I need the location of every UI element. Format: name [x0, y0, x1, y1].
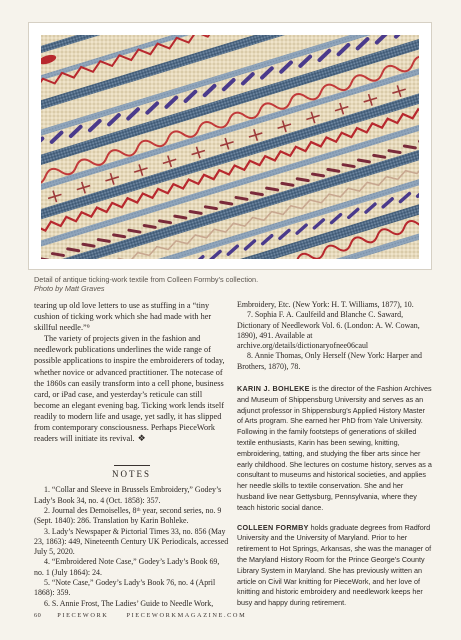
textile-illustration — [41, 35, 419, 259]
figure-frame — [28, 22, 432, 270]
author-bio-text: holds graduate degrees from Radford University and the University of Maryland. Prior to her retirement to Hot Springs, Arkansas, she was the manager of the Maryland History Room for the Prince George’s County Library System in Maryland. She has previously written an article on Civil War knitting for PieceWork, and her love of knitting and historic embroidery and needlework keeps her busy and happy during retirement. — [237, 522, 432, 608]
notes-divider — [114, 465, 150, 466]
body-paragraph-text: The variety of projects given in the fashion and needlework publications underlines the wide range of possible applications to inspire the embroiderers of today, whether novice or advanced practitioner. The notecase of the 1860s can easily transform into a cell phone, business card, or iPad case, and yesterday’s reticule can still become an elegant evening bag. Ticking work lends itself readily to modern life and usage, yet sadly, it has slipped from contemporary consciousness. Perhaps PieceWork readers will initiate its revival. — [34, 334, 225, 444]
body-paragraph — [34, 333, 229, 444]
note-item: 7. Sophia F. A. Caulfeild and Blanche C. Saward, Dictionary of Needlework Vol. 6. (London: A. W. Cowan, 1890), 491. Available at archive.org/details/dictionaryofnee06caul — [237, 310, 420, 351]
page-footer — [34, 612, 434, 619]
end-mark-icon: ❖ — [137, 433, 146, 444]
magazine-name: PIECEWORK — [57, 612, 109, 619]
ticking-textile-photo — [41, 35, 419, 259]
author-name: COLLEEN FORMBY — [237, 522, 309, 532]
body-paragraph: tearing up old love letters to use as stuffing in a “tiny cushion of ticking work which she had made with her skillful needle.”⁹ — [34, 301, 212, 333]
note-item: Embroidery, Etc. (New York: H. T. Williams, 1877), 10. — [237, 300, 414, 309]
left-column — [34, 300, 229, 609]
note-item: 1. “Collar and Sleeve in Brussels Embroidery,” Godey’s Lady’s Book 34, no. 4 (Oct. 1858): 357. — [34, 485, 222, 505]
note-item: 3. Lady’s Newspaper & Pictorial Times 33, no. 856 (May 23, 1863): 449, Nineteenth Century UK Periodicals, accessed July 5, 2020. — [34, 526, 229, 557]
website-url: PIECEWORKMAGAZINE.COM — [126, 612, 247, 619]
author-bio — [237, 523, 432, 609]
caption-text: Detail of antique ticking-work textile from Colleen Formby’s collection. — [34, 275, 259, 284]
photo-credit: Photo by Matt Graves — [34, 284, 105, 293]
figure-caption — [34, 275, 434, 293]
note-item: 4. “Embroidered Note Case,” Godey’s Lady’s Book 69, no. 1 (July 1864): 24. — [34, 557, 220, 577]
note-item: 6. S. Annie Frost, The Ladies’ Guide to Needle Work, — [44, 598, 214, 608]
note-item: 8. Annie Thomas, Only Herself (New York: Harper and Brothers, 1870), 78. — [237, 351, 422, 371]
author-name: KARIN J. BOHLEKE — [237, 384, 310, 394]
author-bio — [237, 384, 432, 514]
note-item: 5. “Note Case,” Godey’s Lady’s Book 76, no. 4 (April 1868): 359. — [34, 577, 216, 598]
right-column — [237, 300, 432, 609]
notes-heading: NOTES — [112, 469, 151, 480]
page-number: 60 — [34, 612, 42, 619]
note-item: 2. Journal des Demoiselles, 8ᵗʰ year, second series, no. 9 (Sept. 1840): 286. Translation by Karin Bohleke. — [34, 505, 222, 526]
author-bio-text: is the director of the Fashion Archives and Museum of Shippensburg University and serves as an adjunct professor in Shippensburg’s Applied History Master of Arts program. She earned her PhD from Yale University. Following in the family footsteps of generations of skilled textile enthusiasts, Karin has been sewing, knitting, embroidering, tatting, and studying the fiber arts since her early childhood. She lectures on costume history, serves as a consultant to museums and historical societies, and applies her needle skills to textile conservation. She and her husband live near Gettysburg, Pennsylvania, where they teach historic social dance. — [237, 384, 432, 512]
